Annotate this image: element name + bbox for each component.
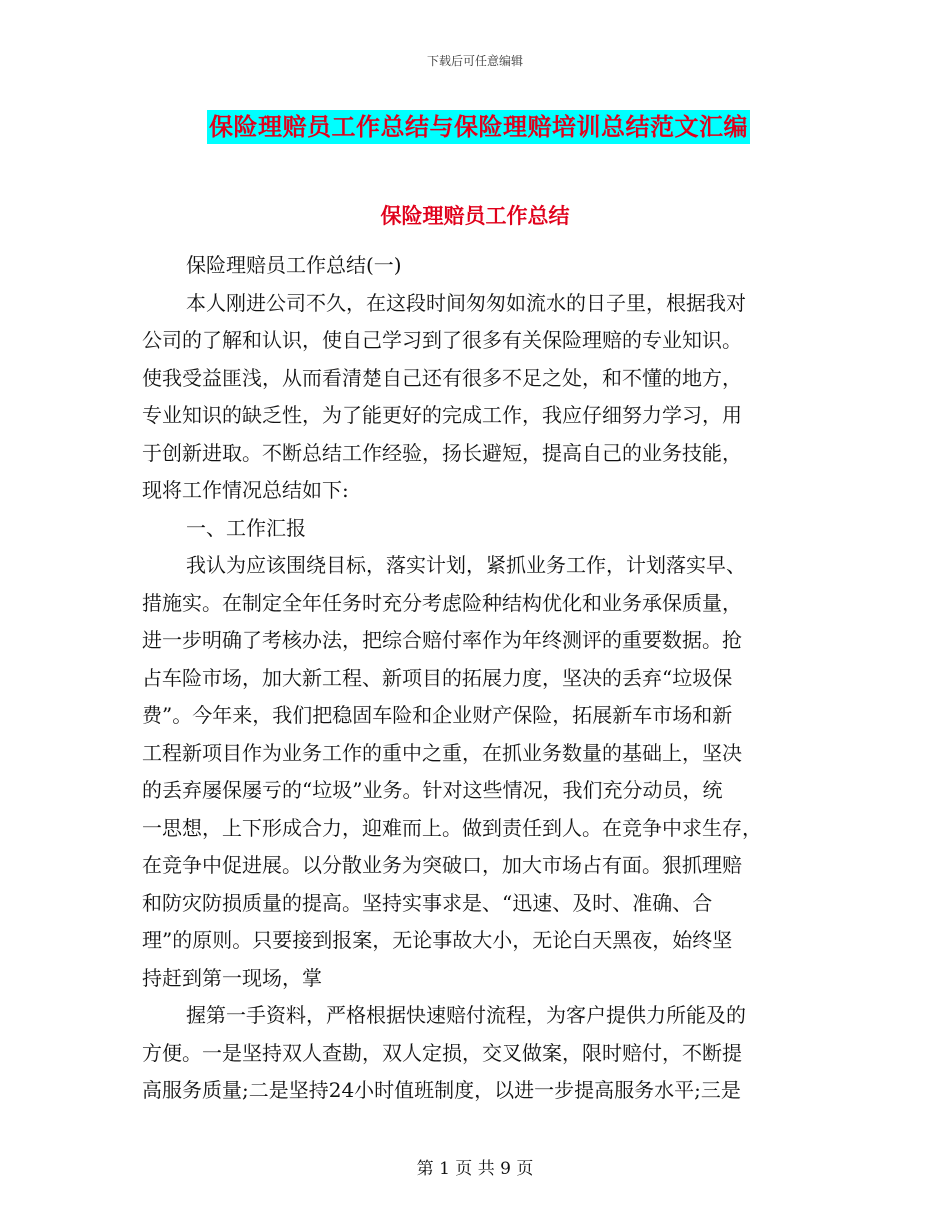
text-line: 占车险市场，加大新工程、新项目的拓展力度，坚决的丢弃“垃圾保 <box>142 665 733 690</box>
text-line: 的丢弃屡保屡亏的“垃圾”业务。针对这些情况，我们充分动员，统 <box>142 778 723 802</box>
text-line: 持赶到第一现场，掌 <box>142 965 322 990</box>
main-title: 保险理赔员工作总结与保险理赔培训总结范文汇编 <box>207 110 750 144</box>
text-line: 我认为应该围绕目标，落实计划，紧抓业务工作，计划落实早、 <box>186 553 746 577</box>
text-line: 工程新项目作为业务工作的重中之重，在抓业务数量的基础上，坚决 <box>142 740 742 765</box>
text-line: 和防灾防损质量的提高。坚持实事求是、“迅速、及时、准确、合 <box>142 890 713 915</box>
text-line: 一思想，上下形成合力，迎难而上。做到责任到人。在竞争中求生存， <box>142 815 762 840</box>
text-line: 专业知识的缺乏性，为了能更好的完成工作，我应仔细努力学习，用 <box>142 403 742 427</box>
text-line: 理”的原则。只要接到报案，无论事故大小，无论白天黑夜，始终坚 <box>142 928 733 952</box>
text-line: 现将工作情况总结如下: <box>142 478 349 502</box>
text-line: 高服务质量;二是坚持24小时值班制度，以进一步提高服务水平;三是 <box>142 1078 741 1102</box>
paragraph-heading: 保险理赔员工作总结(一) <box>186 253 402 277</box>
text-line: 措施实。在制定全年任务时充分考虑险种结构优化和业务承保质量， <box>142 590 742 615</box>
page-number: 第 1 页 共 9 页 <box>416 1159 534 1179</box>
section-title: 保险理赔员工作总结 <box>380 204 570 228</box>
body-text <box>142 247 802 1110</box>
text-line: 方便。一是坚持双人查勘，双人定损，交叉做案，限时赔付，不断提 <box>142 1040 742 1065</box>
text-line: 公司的了解和认识，使自己学习到了很多有关保险理赔的专业知识。 <box>142 328 742 352</box>
text-line: 于创新进取。不断总结工作经验，扬长避短，提高自己的业务技能， <box>142 440 742 465</box>
subsection-heading: 一、工作汇报 <box>186 515 306 540</box>
text-line: 费”。今年来，我们把稳固车险和企业财产保险，拓展新车市场和新 <box>142 703 733 727</box>
text-line: 握第一手资料，严格根据快速赔付流程，为客户提供力所能及的 <box>186 1003 746 1027</box>
text-line: 本人刚进公司不久，在这段时间匆匆如流水的日子里，根据我对 <box>186 290 746 315</box>
text-line: 使我受益匪浅，从而看清楚自己还有很多不足之处，和不懂的地方， <box>142 365 742 390</box>
text-line: 进一步明确了考核办法，把综合赔付率作为年终测评的重要数据。抢 <box>142 628 742 652</box>
text-line: 在竞争中促进展。以分散业务为突破口，加大市场占有面。狠抓理赔 <box>142 853 742 877</box>
header-note: 下载后可任意编辑 <box>426 54 523 68</box>
